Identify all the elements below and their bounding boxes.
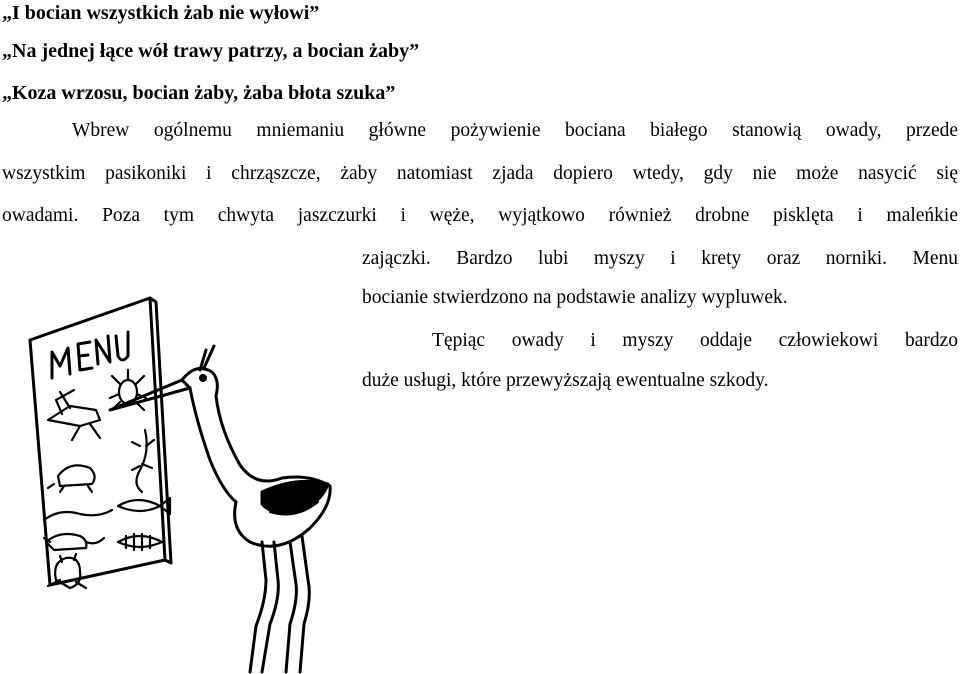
- menu-animals: [44, 370, 170, 588]
- proverb-2: „Na jednej łące wół trawy patrzy, a bocian żaby”: [2, 40, 420, 62]
- body-line-4: zajączki. Bardzo lubi myszy i krety oraz norniki. Menu: [362, 248, 958, 269]
- proverb-3: „Koza wrzosu, bocian żaby, żaba błota szuka”: [2, 82, 396, 104]
- body-line-3: owadami. Poza tym chwyta jaszczurki i węże, wyjątkowo również drobne pisklęta i maleńkie: [2, 205, 958, 226]
- stork-menu-illustration: [0, 280, 360, 674]
- body-line-2: wszystkim pasikoniki i chrząszcze, żaby natomiast zjada dopiero wtedy, gdy nie może nasycić się: [2, 163, 958, 184]
- menu-sign-lettering: [52, 332, 128, 378]
- body-line-6: Tępiąc owady i myszy oddaje człowiekowi bardzo: [432, 330, 958, 351]
- proverb-1: „I bocian wszystkich żab nie wyłowi”: [2, 2, 320, 24]
- body-line-1: Wbrew ogólnemu mniemaniu główne pożywienie bociana białego stanowią owady, przede: [72, 120, 958, 141]
- body-line-7: duże usługi, które przewyższają ewentualne szkody.: [362, 370, 769, 391]
- body-line-5: bocianie stwierdzono na podstawie analizy wypluwek.: [362, 287, 788, 308]
- stork: [110, 346, 330, 672]
